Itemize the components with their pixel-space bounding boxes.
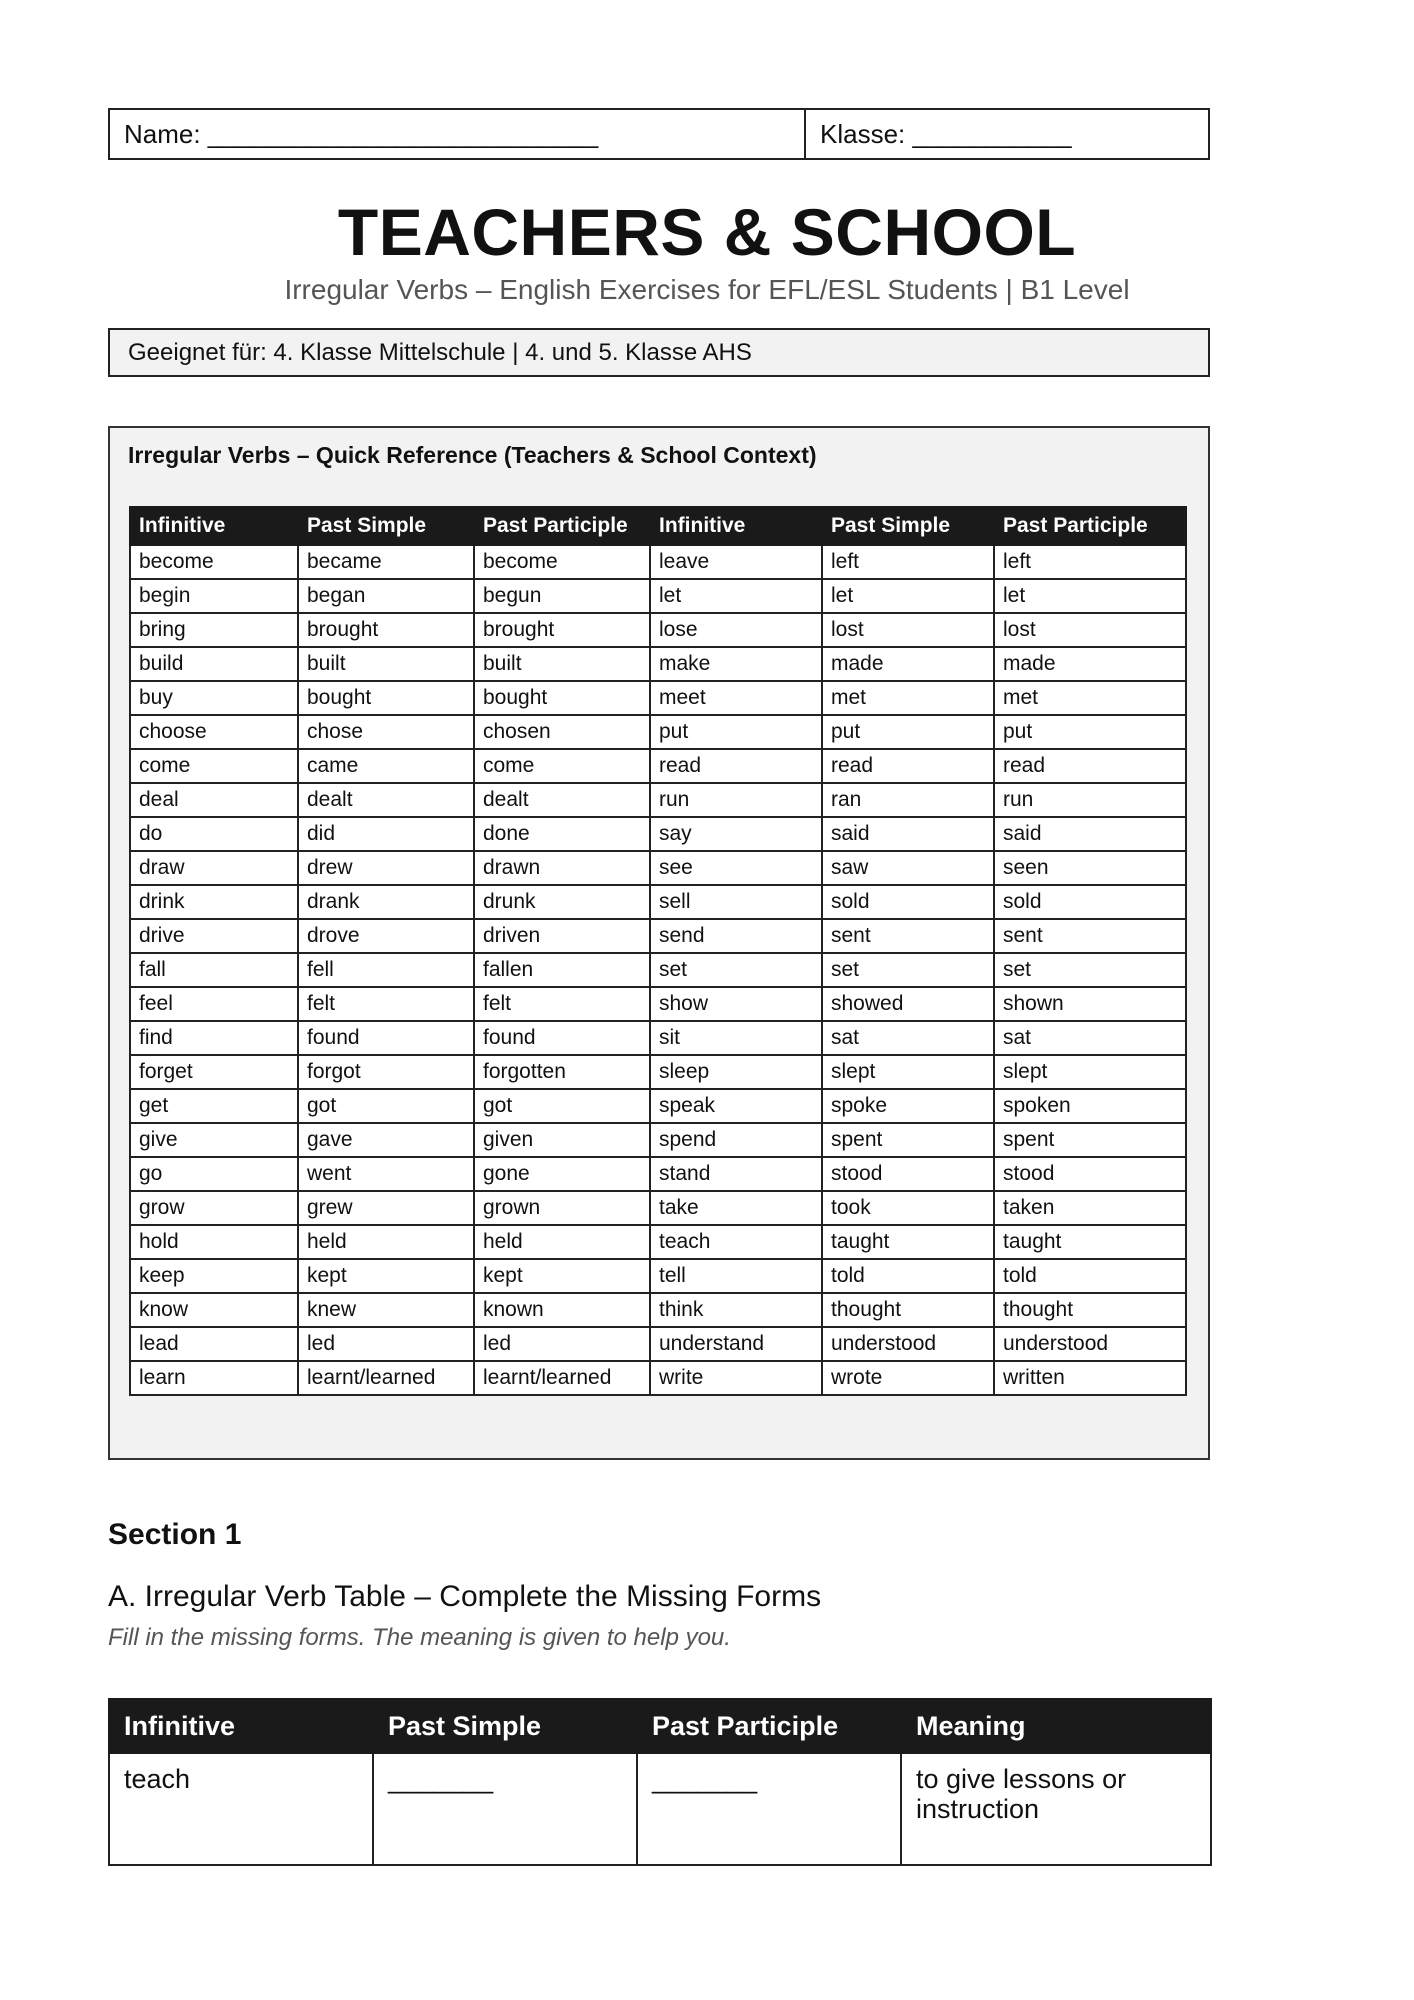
table-cell: slept <box>822 1055 994 1089</box>
table-cell: wrote <box>822 1361 994 1395</box>
table-row <box>130 817 1186 851</box>
table-cell: understand <box>650 1327 822 1361</box>
table-cell: said <box>822 817 994 851</box>
table-cell: drew <box>298 851 474 885</box>
table-row <box>130 647 1186 681</box>
answer-blank[interactable]: _______ <box>637 1753 901 1865</box>
section-title: Section 1 <box>108 1518 242 1551</box>
table-cell: feel <box>130 987 298 1021</box>
table-cell: send <box>650 919 822 953</box>
table-cell: dealt <box>474 783 650 817</box>
table-cell: take <box>650 1191 822 1225</box>
exercise-table <box>108 1698 1212 1866</box>
table-row <box>130 1361 1186 1395</box>
suitability-note: Geeignet für: 4. Klasse Mittelschule | 4. und 5. Klasse AHS <box>108 328 1210 377</box>
quick-reference-title: Irregular Verbs – Quick Reference (Teachers & School Context) <box>128 442 817 468</box>
table-cell: taught <box>822 1225 994 1259</box>
table-cell: say <box>650 817 822 851</box>
table-row <box>130 1191 1186 1225</box>
class-field[interactable]: Klasse: ___________ <box>820 118 1072 149</box>
table-row <box>130 1259 1186 1293</box>
quick-reference-box <box>108 426 1210 1460</box>
table-cell: know <box>130 1293 298 1327</box>
table-cell: thought <box>822 1293 994 1327</box>
table-cell: brought <box>474 613 650 647</box>
table-cell: understood <box>822 1327 994 1361</box>
table-row <box>130 1293 1186 1327</box>
table-cell: learn <box>130 1361 298 1395</box>
table-cell: meet <box>650 681 822 715</box>
table-cell: teach <box>109 1753 373 1865</box>
table-cell: forgot <box>298 1055 474 1089</box>
table-cell: write <box>650 1361 822 1395</box>
column-header: Past Participle <box>994 507 1186 545</box>
table-cell: driven <box>474 919 650 953</box>
table-cell: become <box>474 545 650 579</box>
exercise-instruction: Fill in the missing forms. The meaning is given to help you. <box>108 1624 731 1651</box>
table-cell: got <box>474 1089 650 1123</box>
table-cell: found <box>298 1021 474 1055</box>
table-row <box>130 1021 1186 1055</box>
table-cell: stand <box>650 1157 822 1191</box>
table-row <box>130 1327 1186 1361</box>
table-cell: sent <box>822 919 994 953</box>
table-cell: gone <box>474 1157 650 1191</box>
table-cell: come <box>474 749 650 783</box>
table-cell: met <box>994 681 1186 715</box>
table-cell: grew <box>298 1191 474 1225</box>
table-cell: read <box>650 749 822 783</box>
table-cell: put <box>650 715 822 749</box>
table-cell: came <box>298 749 474 783</box>
table-cell: shown <box>994 987 1186 1021</box>
table-cell: give <box>130 1123 298 1157</box>
table-cell: gave <box>298 1123 474 1157</box>
table-cell: led <box>474 1327 650 1361</box>
table-cell: think <box>650 1293 822 1327</box>
table-cell: choose <box>130 715 298 749</box>
table-cell: held <box>474 1225 650 1259</box>
table-row <box>109 1753 1211 1865</box>
table-cell: felt <box>298 987 474 1021</box>
table-row <box>130 613 1186 647</box>
table-row <box>130 987 1186 1021</box>
table-row <box>130 885 1186 919</box>
quick-reference-table <box>129 506 1187 1396</box>
table-cell: sold <box>822 885 994 919</box>
table-cell: left <box>994 545 1186 579</box>
table-cell: let <box>994 579 1186 613</box>
table-cell: given <box>474 1123 650 1157</box>
table-row <box>130 1123 1186 1157</box>
table-cell: bring <box>130 613 298 647</box>
table-cell: sat <box>994 1021 1186 1055</box>
table-cell: see <box>650 851 822 885</box>
table-row <box>130 919 1186 953</box>
table-cell: seen <box>994 851 1186 885</box>
table-cell: bought <box>474 681 650 715</box>
table-cell: grown <box>474 1191 650 1225</box>
table-cell: built <box>474 647 650 681</box>
page-title: TEACHERS & SCHOOL <box>337 195 1077 269</box>
table-cell: spend <box>650 1123 822 1157</box>
table-cell: put <box>994 715 1186 749</box>
table-cell: fall <box>130 953 298 987</box>
table-cell: show <box>650 987 822 1021</box>
column-header: Meaning <box>901 1699 1211 1753</box>
table-cell: drawn <box>474 851 650 885</box>
table-cell: met <box>822 681 994 715</box>
table-cell: drank <box>298 885 474 919</box>
table-cell: teach <box>650 1225 822 1259</box>
table-row <box>130 1089 1186 1123</box>
answer-blank[interactable]: _______ <box>373 1753 637 1865</box>
table-row <box>130 953 1186 987</box>
table-cell: felt <box>474 987 650 1021</box>
table-cell: leave <box>650 545 822 579</box>
table-cell: learnt/learned <box>474 1361 650 1395</box>
table-cell: sat <box>822 1021 994 1055</box>
table-cell: built <box>298 647 474 681</box>
table-cell: fallen <box>474 953 650 987</box>
table-cell: draw <box>130 851 298 885</box>
table-row <box>130 851 1186 885</box>
table-cell: taught <box>994 1225 1186 1259</box>
table-cell: bought <box>298 681 474 715</box>
table-cell: spent <box>822 1123 994 1157</box>
table-cell: taken <box>994 1191 1186 1225</box>
column-header: Past Participle <box>637 1699 901 1753</box>
table-cell: grow <box>130 1191 298 1225</box>
table-cell: sent <box>994 919 1186 953</box>
exercise-heading: A. Irregular Verb Table – Complete the Missing Forms <box>108 1580 822 1613</box>
table-cell: became <box>298 545 474 579</box>
table-cell: told <box>822 1259 994 1293</box>
table-cell: come <box>130 749 298 783</box>
table-cell: written <box>994 1361 1186 1395</box>
table-cell: brought <box>298 613 474 647</box>
table-cell: read <box>994 749 1186 783</box>
column-header: Past Simple <box>298 507 474 545</box>
table-cell: slept <box>994 1055 1186 1089</box>
table-cell: made <box>822 647 994 681</box>
table-cell: knew <box>298 1293 474 1327</box>
column-header: Past Simple <box>373 1699 637 1753</box>
table-cell: understood <box>994 1327 1186 1361</box>
table-cell: read <box>822 749 994 783</box>
name-field[interactable]: Name: ___________________________ <box>110 110 806 158</box>
table-cell: stood <box>822 1157 994 1191</box>
table-cell: kept <box>474 1259 650 1293</box>
table-cell: held <box>298 1225 474 1259</box>
table-cell: went <box>298 1157 474 1191</box>
column-header: Infinitive <box>130 507 298 545</box>
table-cell: set <box>994 953 1186 987</box>
table-cell: led <box>298 1327 474 1361</box>
table-cell: sit <box>650 1021 822 1055</box>
table-cell: lead <box>130 1327 298 1361</box>
table-cell: began <box>298 579 474 613</box>
table-cell: set <box>822 953 994 987</box>
table-cell: said <box>994 817 1186 851</box>
table-row <box>130 1225 1186 1259</box>
table-cell: left <box>822 545 994 579</box>
table-cell: took <box>822 1191 994 1225</box>
table-cell: chosen <box>474 715 650 749</box>
table-header-row <box>109 1699 1211 1753</box>
table-row <box>130 715 1186 749</box>
table-cell: dealt <box>298 783 474 817</box>
table-cell: build <box>130 647 298 681</box>
column-header: Past Participle <box>474 507 650 545</box>
table-cell: saw <box>822 851 994 885</box>
table-cell: fell <box>298 953 474 987</box>
table-cell: stood <box>994 1157 1186 1191</box>
table-cell: set <box>650 953 822 987</box>
table-cell: lost <box>994 613 1186 647</box>
column-header: Past Simple <box>822 507 994 545</box>
table-cell: forget <box>130 1055 298 1089</box>
table-cell: spent <box>994 1123 1186 1157</box>
table-cell: made <box>994 647 1186 681</box>
table-row <box>130 681 1186 715</box>
table-cell: sleep <box>650 1055 822 1089</box>
table-cell: spoken <box>994 1089 1186 1123</box>
table-cell: get <box>130 1089 298 1123</box>
table-cell: learnt/learned <box>298 1361 474 1395</box>
table-cell: put <box>822 715 994 749</box>
table-cell: let <box>822 579 994 613</box>
table-cell: did <box>298 817 474 851</box>
table-cell: tell <box>650 1259 822 1293</box>
table-cell: sold <box>994 885 1186 919</box>
column-header: Infinitive <box>650 507 822 545</box>
table-cell: speak <box>650 1089 822 1123</box>
table-cell: sell <box>650 885 822 919</box>
table-cell: to give lessons or instruction <box>901 1753 1211 1865</box>
table-row <box>130 1055 1186 1089</box>
table-cell: thought <box>994 1293 1186 1327</box>
table-cell: kept <box>298 1259 474 1293</box>
table-cell: run <box>650 783 822 817</box>
table-cell: begin <box>130 579 298 613</box>
table-cell: deal <box>130 783 298 817</box>
page-subtitle: Irregular Verbs – English Exercises for EFL/ESL Students | B1 Level <box>284 274 1130 305</box>
table-cell: done <box>474 817 650 851</box>
table-cell: become <box>130 545 298 579</box>
table-cell: ran <box>822 783 994 817</box>
table-cell: lost <box>822 613 994 647</box>
table-cell: do <box>130 817 298 851</box>
column-header: Infinitive <box>109 1699 373 1753</box>
table-row <box>130 783 1186 817</box>
table-cell: let <box>650 579 822 613</box>
table-row <box>130 579 1186 613</box>
table-cell: run <box>994 783 1186 817</box>
table-cell: chose <box>298 715 474 749</box>
table-cell: buy <box>130 681 298 715</box>
table-cell: told <box>994 1259 1186 1293</box>
table-cell: drink <box>130 885 298 919</box>
table-cell: go <box>130 1157 298 1191</box>
table-cell: found <box>474 1021 650 1055</box>
table-cell: got <box>298 1089 474 1123</box>
table-row <box>130 749 1186 783</box>
table-cell: spoke <box>822 1089 994 1123</box>
table-cell: drunk <box>474 885 650 919</box>
table-cell: hold <box>130 1225 298 1259</box>
table-cell: drove <box>298 919 474 953</box>
table-cell: begun <box>474 579 650 613</box>
table-cell: make <box>650 647 822 681</box>
student-info-header <box>108 108 1210 160</box>
table-cell: showed <box>822 987 994 1021</box>
table-cell: forgotten <box>474 1055 650 1089</box>
table-cell: find <box>130 1021 298 1055</box>
table-cell: known <box>474 1293 650 1327</box>
table-header-row <box>130 507 1186 545</box>
table-cell: lose <box>650 613 822 647</box>
table-row <box>130 545 1186 579</box>
table-cell: keep <box>130 1259 298 1293</box>
table-row <box>130 1157 1186 1191</box>
table-cell: drive <box>130 919 298 953</box>
